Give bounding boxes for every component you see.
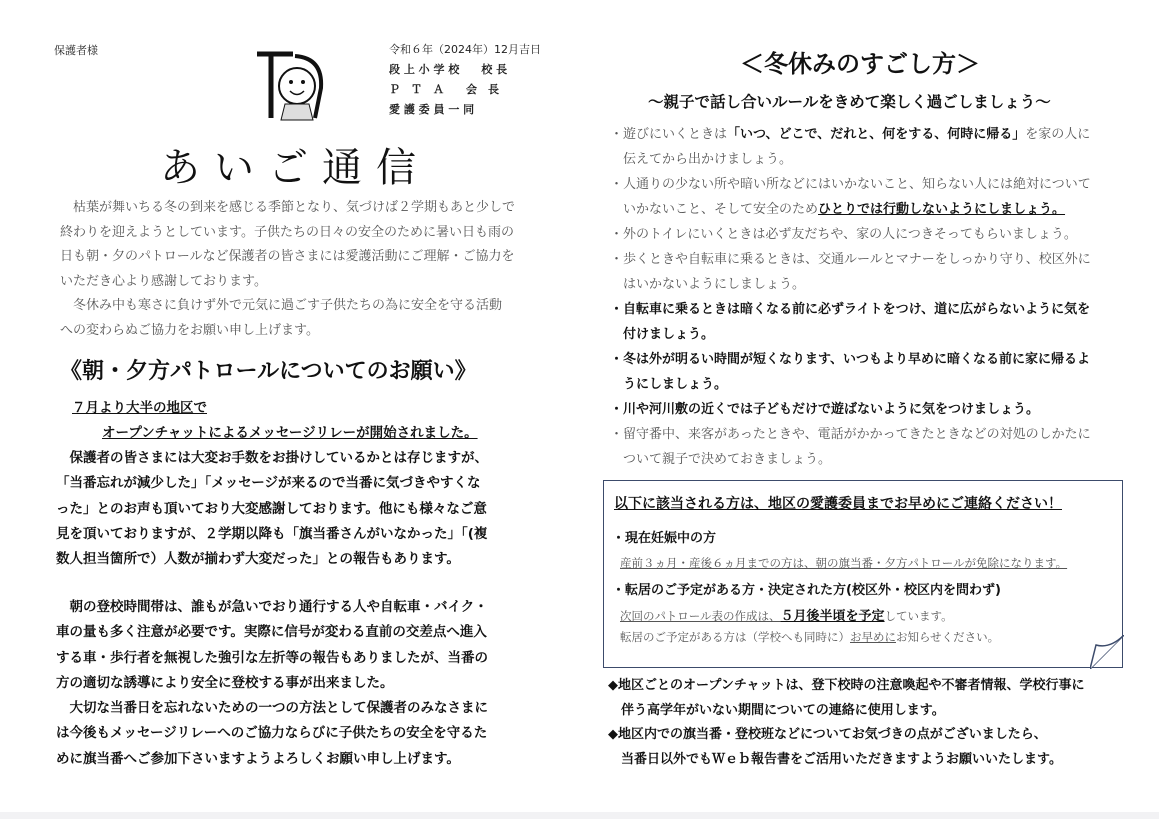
intro-paragraph: [60, 196, 560, 343]
body-line: 「当番忘れが減少した」「メッセージが来るので当番に気づきやすくな: [56, 475, 481, 492]
winter-subtitle: ～親子で話し合いルールをきめて楽しく過ごしましょう～: [648, 93, 1051, 111]
rule-line: ・川や河川敷の近くでは子どもだけで遊ばないように気をつけましょう。: [610, 402, 1040, 417]
rule-line: いかないこと、そして安全のためひとりでは行動しないようにしましょう。: [610, 202, 1066, 217]
body-line: 大切な当番日を忘れないための一つの方法として保護者のみなさまに: [69, 700, 488, 717]
rule-line: ・歩くときや自転車に乗るときは、交通ルールとマナーをしっかり守り、校区外に: [610, 252, 1091, 267]
letter-header: [389, 40, 541, 120]
notice-sub-schedule: 次回のパトロール表の作成は、５月後半頃を予定しています。: [620, 609, 953, 624]
rule-line: ・冬は外が明るい時間が短くなります、いつもより早めに暗くなる前に家に帰るよ: [610, 352, 1090, 367]
patrol-body-1: [56, 446, 556, 572]
body-line: めに旗当番へご参加下さいますようよろしくお願い申し上げます。: [56, 750, 460, 767]
rule-line: ・自転車に乗るときは暗くなる前に必ずライトをつけ、道に広がらないように気を: [610, 302, 1091, 317]
notice-item-pregnant: ・現在妊娠中の方: [612, 531, 717, 546]
notice-sub-pregnant: 産前３ヵ月・産後６ヵ月までの方は、朝の旗当番・夕方パトロールが免除になります。: [620, 556, 1068, 570]
rule-line: ・留守番中、来客があったときや、電話がかかってきたときなどの対処のしかたに: [610, 427, 1091, 442]
winter-title: ＜冬休みのすごし方＞: [740, 50, 980, 78]
sender-committee: 愛 護 委 員 一 同: [389, 103, 475, 116]
body-line: った」とのお声も頂いており大変感謝しております。他にも様々なご意: [56, 500, 487, 517]
sender-pta: Ｐ Ｔ Ａ 会 長: [389, 83, 499, 96]
body-line: は今後もメッセージリレーへのご協力ならびに子供たちの安全を守るた: [56, 725, 488, 742]
notice-sub-early: 転居のご予定がある方は（学校へも同時に）お早めにお知らせください。: [620, 630, 1000, 644]
patrol-section-title: 《朝・夕方パトロールについてのお願い》: [60, 359, 477, 384]
body-line: する車・歩行者を無視した強引な左折等の報告もありましたが、当番の: [56, 649, 488, 666]
page-bottom-edge: [0, 812, 1159, 819]
rule-line: ついて親子で決めておきましょう。: [610, 452, 832, 467]
notice-title: 以下に該当される方は、地区の愛護委員までお早めにご連絡ください！: [614, 496, 1062, 512]
rule-line: うにしましょう。: [610, 377, 728, 392]
footer-line: ◆地区ごとのオープンチャットは、登下校時の注意喚起や不審者情報、学校行事に: [608, 678, 1085, 693]
page-curl-icon: [1090, 635, 1124, 669]
issue-date: 令和６年（2024年）12月吉日: [389, 43, 541, 56]
rule-line: 伝えてから出かけましょう。: [610, 152, 793, 167]
rule-line: はいかないようにしましょう。: [610, 277, 806, 292]
newsletter-title: あいご通信: [160, 145, 430, 191]
patrol-body-2: [56, 595, 556, 772]
body-line: 朝の登校時間帯は、誰もが急いでおり通行する人や自転車・バイク・: [69, 599, 488, 615]
rule-line: 付けましょう。: [610, 327, 715, 342]
rule-line: ・人通りの少ない所や暗い所などにはいかないこと、知らない人には絶対について: [610, 177, 1091, 192]
rule-line: ・遊びにいくときは「いつ、どこで、だれと、何をする、何時に帰る」を家の人に: [610, 127, 1091, 142]
notice-item-moving: ・転居のご予定がある方・決定された方(校区外・校区内を問わず): [612, 583, 1001, 598]
notice-line-2: オープンチャットによるメッセージリレーが開始されました。: [102, 425, 478, 441]
body-line: 車の量も多く注意が必要です。実際に信号が変わる直前の交差点へ進入: [56, 624, 487, 641]
footer-line: ◆地区内での旗当番・登校班などについてお気づきの点がございましたら、: [608, 727, 1047, 742]
sender-principal: 段 上 小 学 校 校 長: [389, 63, 508, 76]
intro-line: への変わらぬご協力をお願い申し上げます。: [60, 322, 319, 338]
body-line: 保護者の皆さまには大変お手数をお掛けしているかとは存じますが、: [69, 450, 488, 466]
body-line: 見を頂いておりますが、２学期以降も「旗当番さんがいなかった」「(複: [56, 525, 488, 542]
intro-line: いただき心より感謝しております。: [60, 273, 267, 289]
rule-line: ・外のトイレにいくときは必ず友だちや、家の人につきそってもらいましょう。: [610, 227, 1077, 242]
intro-line: 冬休み中も寒さに負けず外で元気に過ごす子供たちの為に安全を守る活動: [73, 298, 503, 313]
intro-line: 日も朝・夕のパトロールなど保護者の皆さまには愛護活動にご理解・ご協力を: [60, 249, 515, 264]
winter-rules-list: [610, 122, 1130, 472]
pta-logo: [255, 48, 325, 120]
body-line: 方の適切な誘導により安全に登校する事が出来ました。: [56, 674, 394, 691]
addressee: 保護者様: [54, 44, 98, 57]
body-line: 数人担当箇所で）人数が揃わず大変だった」との報告もあります。: [56, 551, 460, 568]
footer-line: 当番日以外でもＷｅｂ報告書をご活用いただきますようお願いいたします。: [608, 751, 1062, 767]
footer-line: 伴う高学年がいない期間についての連絡に使用します。: [608, 702, 945, 718]
contact-notice-box: [603, 480, 1123, 668]
notice-line-1: ７月より大半の地区で: [72, 400, 207, 416]
intro-line: 終わりを迎えようとしています。子供たちの日々の安全のために暑い日も雨の: [60, 224, 514, 240]
intro-line: 枯葉が舞いちる冬の到来を感じる季節となり、気づけば２学期もあと少しで: [73, 200, 516, 215]
openchat-notes: [608, 674, 1138, 772]
